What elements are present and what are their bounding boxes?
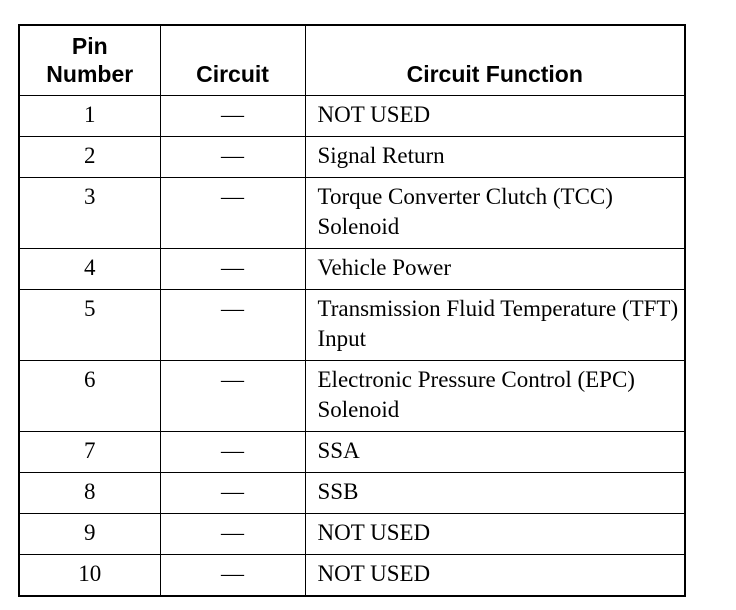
pin-number-cell: 10 [19,554,160,596]
circuit-function-cell: SSA [305,431,685,472]
circuit-function-cell: Torque Converter Clutch (TCC) Solenoid [305,177,685,248]
table-row [19,289,685,360]
circuit-cell: — [160,95,305,136]
pin-function-table [18,24,686,597]
circuit-cell: — [160,360,305,431]
circuit-cell: — [160,289,305,360]
circuit-cell: — [160,513,305,554]
circuit-cell: — [160,431,305,472]
circuit-cell: — [160,136,305,177]
header-pin-line1: Pin [71,32,108,59]
table-row [19,554,685,596]
table-row [19,136,685,177]
circuit-cell: — [160,554,305,596]
circuit-function-cell: Electronic Pressure Control (EPC) Solenoid [305,360,685,431]
circuit-function-cell: Vehicle Power [305,248,685,289]
table-row [19,431,685,472]
pin-number-cell: 5 [19,289,160,360]
pin-number-cell: 7 [19,431,160,472]
circuit-function-cell: Signal Return [305,136,685,177]
header-pin-line2: Number [46,60,134,87]
header-circuit: Circuit [160,25,305,95]
pin-number-cell: 8 [19,472,160,513]
circuit-function-cell: NOT USED [305,554,685,596]
pin-number-cell: 4 [19,248,160,289]
table-row [19,360,685,431]
table-row [19,472,685,513]
table-header-row [19,25,685,95]
circuit-cell: — [160,177,305,248]
circuit-cell: — [160,472,305,513]
table-row [19,95,685,136]
pin-number-cell: 2 [19,136,160,177]
circuit-function-cell: NOT USED [305,513,685,554]
table-row [19,177,685,248]
circuit-function-cell: NOT USED [305,95,685,136]
header-pin-number [19,25,160,95]
circuit-cell: — [160,248,305,289]
pin-number-cell: 1 [19,95,160,136]
pin-number-cell: 3 [19,177,160,248]
circuit-function-cell: Transmission Fluid Temperature (TFT) Input [305,289,685,360]
pin-number-cell: 9 [19,513,160,554]
pin-number-cell: 6 [19,360,160,431]
header-circuit-function: Circuit Function [305,25,685,95]
table-row [19,248,685,289]
table-row [19,513,685,554]
circuit-function-cell: SSB [305,472,685,513]
